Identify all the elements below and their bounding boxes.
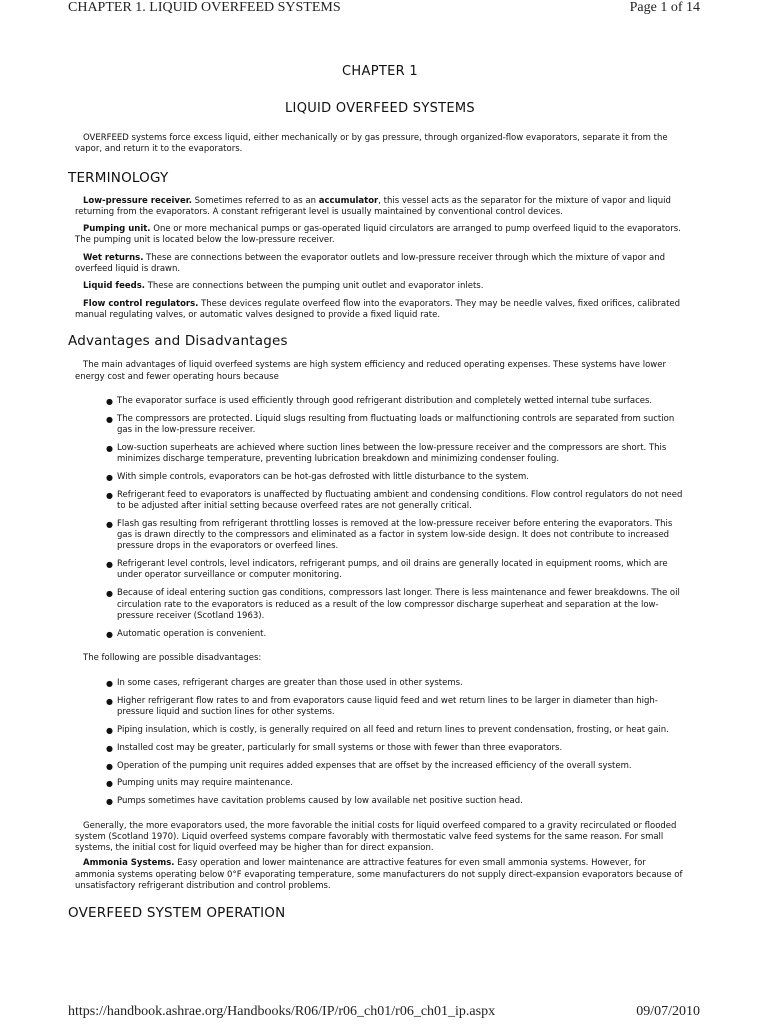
chapter-number: CHAPTER 1	[342, 64, 418, 79]
list-item-text: Flash gas resulting from refrigerant throttling losses is removed at the low-pressure receiver before entering the evaporators. This gas is drawn directly to the compressors and eliminated as a factor in system low-side design. It does not contribute to increased pressure drops in the evaporators or overfeed lines.	[117, 518, 673, 552]
list-item	[75, 778, 685, 789]
disadvantages-intro: The following are possible disadvantages:	[83, 652, 262, 663]
bullet-icon: ●	[106, 414, 113, 424]
list-item	[75, 761, 685, 772]
header-chapter-title: CHAPTER 1. LIQUID OVERFEED SYSTEMS	[68, 0, 341, 15]
term-label: Pumping unit.	[83, 224, 151, 235]
document-body	[68, 64, 685, 931]
print-header	[68, 0, 700, 22]
bullet-icon: ●	[106, 679, 113, 689]
bullet-icon: ●	[106, 726, 113, 736]
term-paragraph	[75, 281, 685, 292]
header-page-number: Page 1 of 14	[629, 0, 700, 15]
ammonia-paragraph	[75, 858, 685, 892]
list-item	[75, 559, 685, 582]
bullet-icon: ●	[106, 697, 113, 706]
list-item-text: Higher refrigerant flow rates to and from evaporators cause liquid feed and wet return lines to be larger in diameter than high-pressure liquid and suction lines for other systems.	[117, 696, 658, 718]
list-item-text: Because of ideal entering suction gas conditions, compressors last longer. There is less maintenance and fewer breakdowns. The oil circulation rate to the evaporators is reduced as a result of the low compressor discharge superheat and separation at the low-pressure receiver (Scotland 1963).	[117, 588, 680, 621]
term-paragraph	[75, 224, 685, 247]
list-item-text: Operation of the pumping unit requires added expenses that are offset by the increased efficiency of the overall system.	[117, 760, 632, 771]
footer-date: 09/07/2010	[636, 1004, 700, 1019]
list-item	[75, 443, 685, 466]
conclusion-paragraph: Generally, the more evaporators used, the more favorable the initial costs for liquid overfeed compared to a gravity recirculated or flooded system (Scotland 1970). Liquid overfeed systems compare favorably with thermostatic valve feed systems for the same reason. For small systems, the initial cost for liquid overfeed may be higher than for direct expansion.	[75, 820, 677, 854]
list-item	[75, 678, 685, 689]
list-item	[75, 490, 685, 513]
bullet-icon: ●	[106, 490, 113, 500]
list-item-text: Installed cost may be greater, particularly for small systems or those with fewer than three evaporators.	[117, 742, 563, 753]
term-text: One or more mechanical pumps or gas-operated liquid circulators are arranged to pump overfeed liquid to the evaporators. The pumping unit is located below the low-pressure receiver.	[75, 224, 681, 246]
list-item-text: Refrigerant feed to evaporators is unaffected by fluctuating ambient and condensing conditions. Flow control regulators do not need to be adjusted after initial setting because overfeed rates are not generally critical.	[117, 489, 683, 511]
list-item	[75, 414, 685, 437]
list-item	[75, 519, 685, 553]
list-item-text: Refrigerant level controls, level indicators, refrigerant pumps, and oil drains are generally located in equipment rooms, which are under operator surveillance or computer monitoring.	[117, 559, 668, 581]
term-label: Liquid feeds.	[83, 281, 146, 292]
term-paragraph	[75, 196, 685, 219]
list-item	[75, 588, 685, 622]
bullet-icon: ●	[106, 629, 113, 639]
bullet-icon: ●	[106, 797, 113, 807]
advantages-intro: The main advantages of liquid overfeed systems are high system efficiency and reduced operating expenses. These systems have lower energy cost and fewer operating hours because	[75, 360, 666, 382]
list-item	[75, 696, 685, 719]
bullet-icon: ●	[106, 443, 113, 453]
term-text: These are connections between the evaporator outlets and low-pressure receiver through which the mixture of vapor and overfeed liquid is drawn.	[75, 252, 666, 275]
bullet-icon: ●	[106, 779, 113, 789]
term-text: Sometimes referred to as an	[191, 195, 319, 206]
bullet-icon: ●	[106, 396, 113, 406]
bullet-icon: ●	[106, 589, 113, 599]
term-label: accumulator	[318, 195, 379, 206]
list-item-text: Pumps sometimes have cavitation problems caused by low available net positive suction head.	[117, 796, 523, 807]
list-item	[75, 472, 685, 483]
term-paragraph	[75, 253, 685, 276]
bullet-icon: ●	[106, 519, 113, 529]
operation-heading: OVERFEED SYSTEM OPERATION	[68, 905, 286, 922]
chapter-title: LIQUID OVERFEED SYSTEMS	[285, 101, 475, 116]
term-label: Wet returns.	[83, 252, 144, 263]
footer-url: https://handbook.ashrae.org/Handbooks/R06/IP/r06_ch01/r06_ch01_ip.aspx	[68, 1004, 496, 1019]
term-label: Flow control regulators.	[83, 298, 199, 309]
terminology-heading: TERMINOLOGY	[68, 169, 169, 186]
list-item-text: Pumping units may require maintenance.	[117, 778, 294, 789]
bullet-icon: ●	[106, 743, 113, 753]
term-text: Easy operation and lower maintenance are attractive features for even small ammonia systems. However, for ammonia systems operating below 0°F evaporating temperature, some manufacturers do not supply direct-expansion evaporators because of unsatisfactory refrigerant distribution and control problems.	[75, 858, 683, 892]
intro-paragraph: OVERFEED systems force excess liquid, either mechanically or by gas pressure, through organized-flow evaporators, separate it from the vapor, and return it to the evaporators.	[75, 133, 668, 155]
list-item-text: With simple controls, evaporators can be hot-gas defrosted with little disturbance to the system.	[117, 471, 529, 482]
disadvantages-list	[75, 678, 685, 807]
term-label: Ammonia Systems.	[83, 858, 175, 869]
list-item-text: Low-suction superheats are achieved where suction lines between the low-pressure receiver and the compressors are short. This minimizes discharge temperature, preventing lubrication breakdown and minimizing condenser fouling.	[117, 442, 667, 465]
bullet-icon: ●	[106, 472, 113, 482]
term-label: Low-pressure receiver.	[83, 195, 192, 206]
advantages-list	[75, 396, 685, 640]
term-text: These are connections between the pumping unit outlet and evaporator inlets.	[145, 281, 484, 292]
advantages-heading: Advantages and Disadvantages	[68, 333, 288, 350]
print-footer	[68, 1002, 700, 1024]
list-item	[75, 796, 685, 807]
term-text: These devices regulate overfeed flow into the evaporators. They may be needle valves, fixed orifices, calibrated manual regulating valves, or automatic valves designed to provide a fixed liquid rate.	[75, 298, 681, 320]
term-paragraph	[75, 299, 685, 322]
terminology-section	[75, 196, 685, 322]
term-text: , this vessel acts as the separator for the mixture of vapor and liquid returning from the evaporators. A constant refrigerant level is usually maintained by conventional control devices.	[75, 195, 671, 217]
list-item	[75, 743, 685, 754]
bullet-icon: ●	[106, 761, 113, 771]
list-item-text: Piping insulation, which is costly, is generally required on all feed and return lines to prevent condensation, frosting, or heat gain.	[117, 725, 669, 736]
list-item	[75, 725, 685, 736]
list-item-text: In some cases, refrigerant charges are greater than those used in other systems.	[117, 678, 463, 689]
list-item	[75, 396, 685, 407]
list-item	[75, 629, 685, 640]
list-item-text: The evaporator surface is used efficiently through good refrigerant distribution and completely wetted internal tube surfaces.	[117, 395, 653, 406]
list-item-text: Automatic operation is convenient.	[117, 628, 267, 639]
bullet-icon: ●	[106, 560, 113, 570]
list-item-text: The compressors are protected. Liquid slugs resulting from fluctuating loads or malfunctioning controls are separated from suction gas in the low-pressure receiver.	[117, 413, 675, 435]
